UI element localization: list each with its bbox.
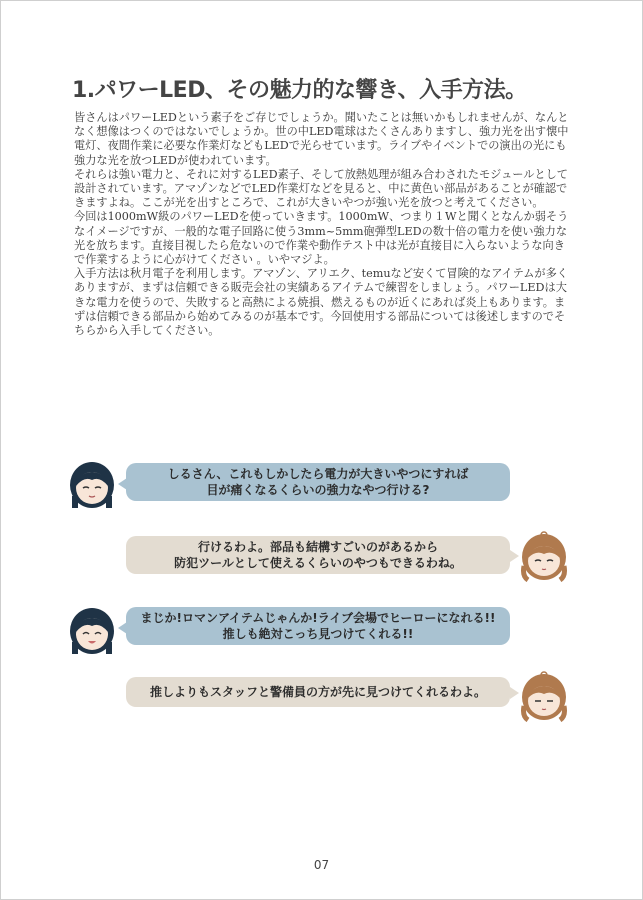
speech-tail (118, 478, 127, 490)
paragraph: それらは強い電力と、それに対するLED素子、そして放熱処理が組み合わされたモジュールとして設計されています。アマゾンなどでLED作業灯などを見ると、中に黄色い部品があることが確認できますよね。ここが光を出すところで、これが大きいやつが強い光を放つと考えてください。 (74, 167, 568, 210)
body-text (74, 111, 574, 338)
speech-bubble (126, 463, 510, 501)
speech-tail (118, 622, 127, 634)
speech-line: 推しよりもスタッフと警備員の方が先に見つけてくれるわよ。 (149, 685, 486, 699)
page-number: 07 (313, 858, 330, 872)
brown-haired-girl-avatar (518, 530, 570, 582)
paragraph: 皆さんはパワーLEDという素子をご存じでしょうか。聞いたことは無いかもしれませんが、なんとなく想像はつくのではないでしょうか。世の中LED電球はたくさんありますし、強力光を出す懐中電灯、夜間作業に必要な作業灯などもLEDで光らせています。ライブやイベントでの演出の光にも強力な光を放つLEDが使われています。 (74, 111, 569, 167)
dark-haired-girl-avatar (66, 458, 118, 510)
speech-bubble (126, 536, 510, 574)
speech-line: まじか!ロマンアイテムじゃんか!ライブ会場でヒーローになれる!! (140, 611, 496, 625)
speech-line: 行けるわよ。部品も結構すごいのがあるから (197, 540, 438, 554)
speech-line: しるさん、これもしかしたら電力が大きいやつにすれば (167, 467, 469, 481)
speech-line: 防犯ツールとして使えるくらいのやつもできるわね。 (174, 556, 462, 570)
speech-line: 推しも絶対こっち見つけてくれる!! (222, 627, 414, 641)
dark-haired-girl-avatar (66, 604, 118, 656)
brown-haired-girl-avatar (518, 670, 570, 722)
speech-line: 目が痛くなるくらいの強力なやつ行ける? (206, 483, 430, 497)
section-title: 1.パワーLED、その魅力的な響き、入手方法。 (72, 78, 527, 103)
paragraph: 入手方法は秋月電子を利用します。アマゾン、アリエク、temuなど安くて冒険的なアイテムが多くありますが、まずは信頼できる販売会社の実績あるアイテムで練習をしましょう。パワーLEDは大きな電力を使うので、失敗すると高熱による焼損、燃えるものが近くにあれば炎上もあります。まずは信頼できる部品から始めてみるのが基本です。今回使用する部品については後述しますのでそちらから入手してください。 (74, 267, 568, 338)
speech-bubble (126, 677, 510, 707)
paragraph: 今回は1000mW級のパワーLEDを使っていきます。1000mW、つまり１Wと聞くとなんか弱そうなイメージですが、一般的な電子回路に使う3mm~5mm砲弾型LEDの数十倍の電力を使い強力な光を放ちます。直接目視したら危ないので作業や動作テスト中は光が直接目に入らないような向きで作業するように心がけてください 。いやマジよ。 (74, 210, 569, 267)
speech-bubble (126, 607, 510, 645)
